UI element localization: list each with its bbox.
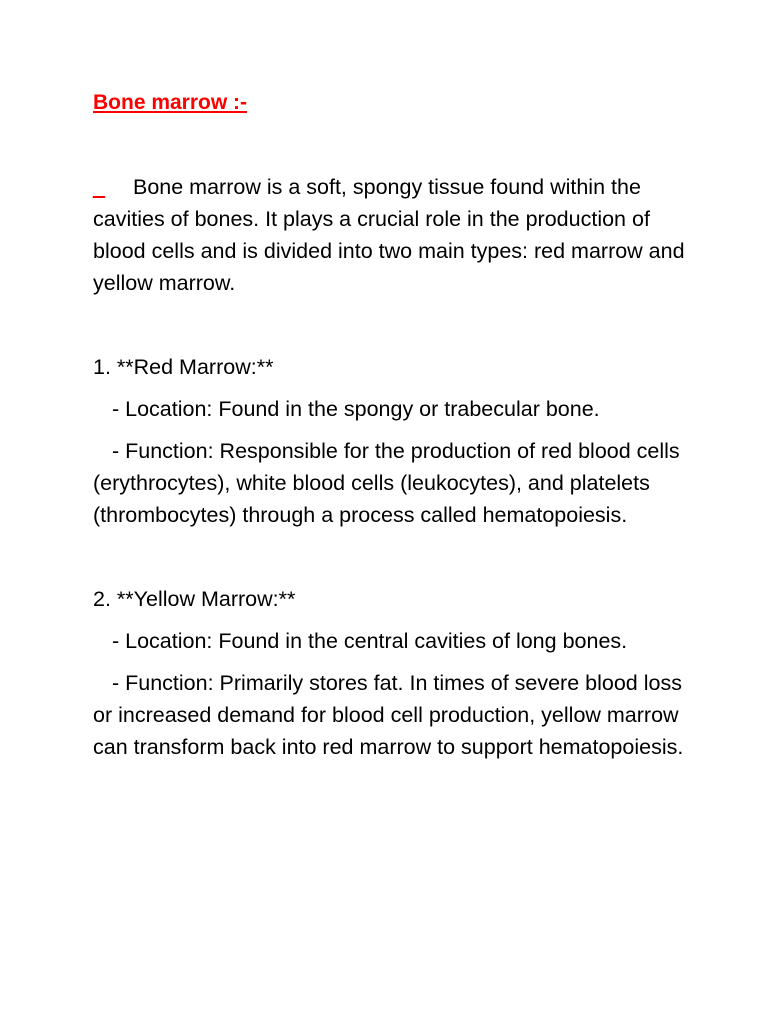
red-marrow-location-text: - Location: Found in the spongy or trabecular bone. <box>112 397 600 421</box>
red-marrow-location <box>93 393 693 425</box>
document-body <box>93 88 693 763</box>
yellow-marrow-function <box>93 667 693 763</box>
yellow-marrow-location <box>93 625 693 657</box>
document-title: Bone marrow :- <box>93 91 248 114</box>
red-marrow-function <box>93 435 693 531</box>
intro-marker: _ <box>93 175 105 199</box>
intro-text: Bone marrow is a soft, spongy tissue found within the cavities of bones. It plays a crucial role in the production of blood cells and is divided into two main types: red marrow and yellow marrow. <box>93 175 685 295</box>
red-marrow-heading: 1. **Red Marrow:** <box>93 355 274 379</box>
red-marrow-function-text: - Function: Responsible for the production of red blood cells (erythrocytes), white blood cells (leukocytes), and platelets (thrombocytes) through a process called hematopoiesis. <box>93 439 680 527</box>
yellow-marrow-location-text: - Location: Found in the central cavities of long bones. <box>112 629 628 653</box>
intro-paragraph <box>93 171 693 299</box>
yellow-marrow-function-text: - Function: Primarily stores fat. In times of severe blood loss or increased demand for blood cell production, yellow marrow can transform back into red marrow to support hematopoiesis. <box>93 671 684 759</box>
yellow-marrow-heading: 2. **Yellow Marrow:** <box>93 587 296 611</box>
